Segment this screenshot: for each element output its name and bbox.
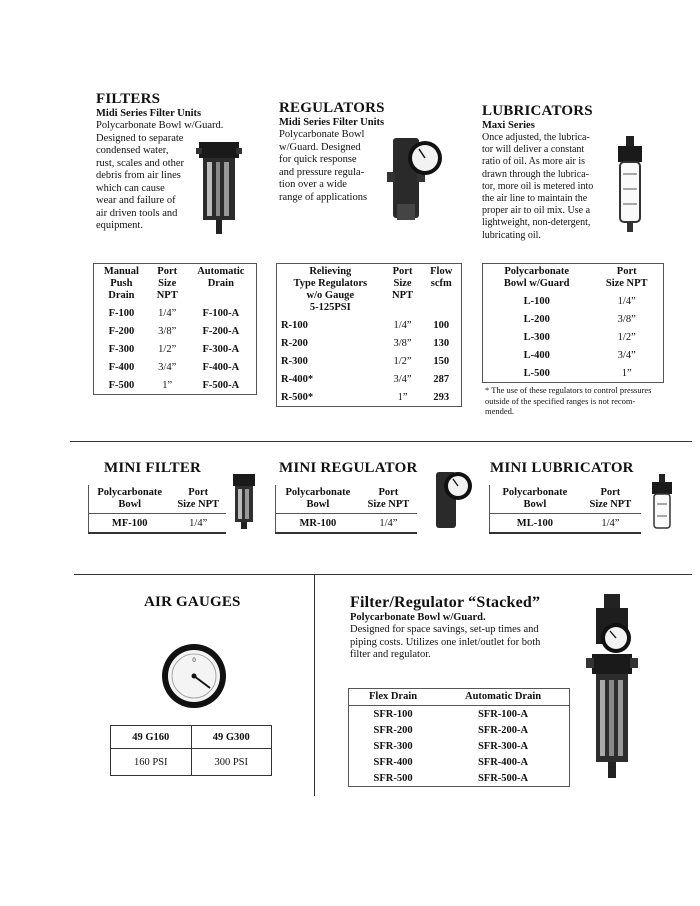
section-divider-2 [74, 574, 692, 575]
table-row: 49 G160 49 G300 [111, 726, 272, 749]
filters-description: Polycarbonate Bowl w/Guard. Designed to separate condensed water, rust, scales and other debris from air lines which can cause wear and failure of air driven tools and equipment. [96, 120, 224, 231]
regulators-col-type: Relieving Type Regulators w/o Gauge 5-125PSI [293, 266, 368, 313]
table-row: SFR-200 SFR-200-A [373, 724, 529, 736]
filters-col-port: Port Size NPT [156, 266, 178, 301]
table-row: L-200 3/8” [523, 313, 636, 325]
regulator-gauge-icon [385, 134, 445, 224]
mini-regulator-gauge-icon [430, 468, 474, 532]
table-row: F-400 3/4” F-400-A [108, 361, 240, 373]
regulators-description: Polycarbonate Bowl w/Guard. Designed for quick response and pressure regula- tion over a wide range of applications [279, 129, 368, 203]
table-row: SFR-100 SFR-100-A [373, 708, 529, 720]
air-gauge-icon [160, 642, 228, 710]
table-row: L-300 1/2” [523, 331, 636, 343]
regulators-subtitle: Midi Series Filter Units [279, 117, 385, 128]
table-row: MF-100 1/4” [89, 514, 227, 534]
table-row: F-300 1/2” F-300-A [108, 343, 240, 355]
regulators-section [279, 100, 389, 204]
table-row: F-500 1” F-500-A [108, 379, 240, 391]
table-row: R-400* 3/4” 287 [281, 373, 450, 385]
filters-col-auto: Automatic Drain [197, 266, 245, 289]
table-row: R-300 1/2” 150 [281, 355, 450, 367]
table-row: F-100 1/4” F-100-A [108, 307, 240, 319]
mini-lubricator-icon [650, 472, 674, 534]
lubricators-subtitle: Maxi Series [482, 120, 535, 131]
stacked-col-flex: Flex Drain [368, 691, 418, 702]
stacked-title: Filter/Regulator “Stacked” [350, 594, 541, 611]
table-row: 160 PSI 300 PSI [111, 749, 272, 776]
stacked-section [350, 594, 580, 662]
filter-unit-icon [196, 140, 242, 235]
mini-lubricator-table: Polycarbonate Bowl Port Size NPT ML-100 1/4” [489, 485, 641, 534]
regulators-title: REGULATORS [279, 100, 385, 116]
table-row: R-200 3/8” 130 [281, 337, 450, 349]
stacked-table [348, 688, 570, 787]
regulators-col-port: Port Size NPT [392, 266, 414, 301]
lubricators-footnote: * The use of these regulators to control pressures outside of the specified ranges is not recom- mended. [485, 385, 652, 416]
stacked-description: Designed for space savings, set-up times and piping costs. Utilizes one inlet/outlet for both filter and regulator. [350, 624, 541, 660]
lubricators-col-bowl: Polycarbonate Bowl w/Guard [503, 266, 570, 289]
table-row: SFR-400 SFR-400-A [373, 756, 529, 768]
table-row: R-100 1/4” 100 [281, 319, 450, 331]
air-gauges-title: AIR GAUGES [144, 594, 241, 610]
filters-title: FILTERS [96, 91, 161, 107]
filters-col-manual: Manual Push Drain [103, 266, 139, 301]
stacked-unit-icon [584, 590, 644, 780]
mini-filter-icon [231, 472, 257, 530]
air-gauges-table [110, 725, 272, 776]
table-row: SFR-500 SFR-500-A [373, 772, 529, 784]
table-row: R-500* 1” 293 [281, 391, 450, 403]
vertical-divider [314, 574, 315, 796]
table-row: ML-100 1/4” [490, 514, 642, 534]
mini-filter-table: Polycarbonate Bowl Port Size NPT MF-100 1/4” [88, 485, 226, 534]
mini-filter-title: MINI FILTER [104, 460, 202, 476]
table-row: MR-100 1/4” [276, 514, 418, 534]
table-row: L-500 1” [523, 367, 632, 379]
mini-regulator-table: Polycarbonate Bowl Port Size NPT MR-100 1/4” [275, 485, 417, 534]
filters-table [93, 263, 257, 395]
lubricators-col-port: Port Size NPT [605, 266, 648, 289]
table-row: L-400 3/4” [523, 349, 636, 361]
mini-lubricator-title: MINI LUBRICATOR [490, 460, 634, 476]
lubricators-description: Once adjusted, the lubrica- tor will deliver a constant ratio of oil. As more air is drawn through the lubrica- tor, more oil is metered into the air line to maintain the proper air to oil mix. Use a lightweight, non-detergent, lubricating oil. [482, 132, 594, 241]
table-row: L-100 1/4” [523, 295, 636, 307]
lubricator-icon [615, 134, 645, 234]
table-row: F-200 3/8” F-200-A [108, 325, 240, 337]
regulators-table [276, 263, 462, 407]
lubricators-table [482, 263, 664, 383]
svg-text:0: 0 [192, 658, 196, 664]
stacked-subtitle: Polycarbonate Bowl w/Guard. [350, 612, 486, 623]
regulators-col-flow: Flow scfm [430, 266, 453, 289]
stacked-col-auto: Automatic Drain [464, 691, 542, 702]
section-divider [70, 441, 692, 442]
lubricators-title: LUBRICATORS [482, 103, 593, 119]
table-row: SFR-300 SFR-300-A [373, 740, 529, 752]
lubricators-section [482, 103, 617, 242]
filters-section [96, 91, 276, 233]
filters-subtitle: Midi Series Filter Units [96, 108, 202, 119]
mini-regulator-title: MINI REGULATOR [279, 460, 418, 476]
